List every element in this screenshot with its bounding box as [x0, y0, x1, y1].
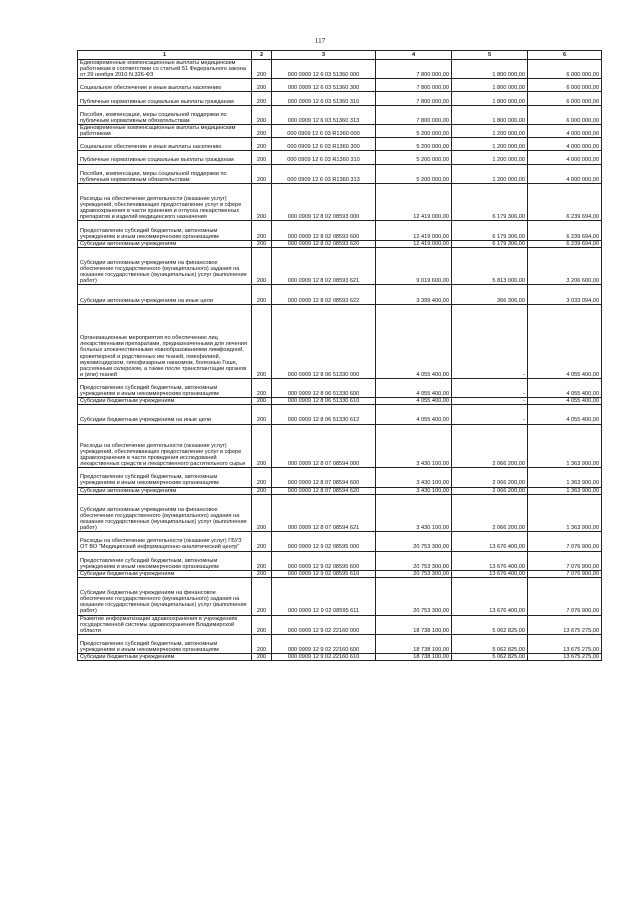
row-code-cell: 200	[252, 654, 272, 661]
table-row	[78, 615, 602, 634]
row-kbk-cell: 000 0909 12 9 02 08595 610	[272, 570, 376, 577]
row-name-cell: Субсидии автономным учреждениям	[78, 487, 252, 494]
row-kbk-cell: 000 0909 12 8 07 08594 000	[272, 424, 376, 468]
row-value4-cell: 4 055 400,00	[376, 378, 452, 397]
row-value4-cell: 12 419 000,00	[376, 221, 452, 240]
row-value5-cell: 6 179 306,00	[452, 183, 528, 221]
row-value4-cell: 7 800 000,00	[376, 105, 452, 124]
row-name-cell: Расходы на обеспечение деятельности (оказание услуг) учреждений, обеспечивающих предоставление услуг в сфере здравоохранения в части хранения и отпуска лекарственных препаратов и изделий медицинского назначения	[78, 183, 252, 221]
row-value5-cell: 2 066 200,00	[452, 424, 528, 468]
row-code-cell: 200	[252, 285, 272, 304]
row-code-cell: 200	[252, 532, 272, 551]
row-kbk-cell: 000 0909 12 6 03 R1360 000	[272, 124, 376, 137]
row-kbk-cell: 000 0909 12 8 06 51330 610	[272, 398, 376, 405]
row-value6-cell: 7 076 900,00	[528, 577, 602, 615]
row-code-cell: 200	[252, 60, 272, 79]
row-name-cell: Пособия, компенсации, меры социальной поддержки по публичным нормативным обязательствам	[78, 164, 252, 183]
row-name-cell: Субсидии бюджетным учреждениям на финансовое обеспечение государственного (муниципального) задания на оказание государственных (муниципальных) услуг (выполнение работ)	[78, 577, 252, 615]
table-row	[78, 532, 602, 551]
row-value5-cell: 2 066 200,00	[452, 468, 528, 487]
row-value6-cell: 6 239 694,00	[528, 183, 602, 221]
table-row	[78, 247, 602, 285]
row-value4-cell: 3 430 100,00	[376, 424, 452, 468]
row-value6-cell: 7 076 900,00	[528, 551, 602, 570]
row-value5-cell: 366 306,00	[452, 285, 528, 304]
row-code-cell: 200	[252, 398, 272, 405]
row-name-cell: Социальное обеспечение и иные выплаты населению	[78, 138, 252, 151]
col-header: 2	[252, 51, 272, 60]
row-value4-cell: 3 430 100,00	[376, 487, 452, 494]
row-value4-cell: 20 753 300,00	[376, 551, 452, 570]
table-row	[78, 654, 602, 661]
row-value5-cell: 6 179 306,00	[452, 240, 528, 247]
row-code-cell: 200	[252, 615, 272, 634]
row-code-cell: 200	[252, 634, 272, 653]
row-value6-cell: 4 055 400,00	[528, 304, 602, 378]
row-value5-cell: -	[452, 398, 528, 405]
row-code-cell: 200	[252, 240, 272, 247]
row-code-cell: 200	[252, 247, 272, 285]
row-kbk-cell: 000 0909 12 9 02 22160 000	[272, 615, 376, 634]
row-value4-cell: 12 419 000,00	[376, 240, 452, 247]
row-value6-cell: 13 675 275,00	[528, 654, 602, 661]
row-name-cell: Субсидии бюджетным учреждениям	[78, 398, 252, 405]
row-name-cell: Субсидии бюджетным учреждениям	[78, 570, 252, 577]
row-kbk-cell: 000 0909 12 6 03 R1360 310	[272, 151, 376, 164]
table-body	[78, 60, 602, 661]
row-value6-cell: 4 000 000,00	[528, 164, 602, 183]
table-row	[78, 468, 602, 487]
row-value5-cell: 1 200 000,00	[452, 124, 528, 137]
row-name-cell: Социальное обеспечение и иные выплаты населению	[78, 79, 252, 92]
row-value6-cell: 4 000 000,00	[528, 151, 602, 164]
row-kbk-cell: 000 0909 12 9 02 08595 600	[272, 551, 376, 570]
row-kbk-cell: 000 0909 12 8 02 08593 000	[272, 183, 376, 221]
row-kbk-cell: 000 0909 12 8 06 51330 000	[272, 304, 376, 378]
row-code-cell: 200	[252, 138, 272, 151]
row-name-cell: Предоставление субсидий бюджетным, автономным учреждениям и иным некоммерческим организациям	[78, 634, 252, 653]
row-value6-cell: 6 000 000,00	[528, 92, 602, 105]
row-name-cell: Единовременные компенсационные выплаты медицинским работникам	[78, 124, 252, 137]
row-name-cell: Субсидии автономным учреждениям	[78, 240, 252, 247]
table-row	[78, 79, 602, 92]
row-kbk-cell: 000 0909 12 8 07 08594 621	[272, 494, 376, 532]
row-value5-cell: 5 062 825,00	[452, 615, 528, 634]
row-code-cell: 200	[252, 487, 272, 494]
row-kbk-cell: 000 0909 12 6 03 51360 310	[272, 92, 376, 105]
row-value5-cell: 2 066 200,00	[452, 487, 528, 494]
row-name-cell: Субсидии бюджетным учреждениям	[78, 654, 252, 661]
row-value4-cell: 20 753 300,00	[376, 532, 452, 551]
row-value4-cell: 4 055 400,00	[376, 304, 452, 378]
row-value6-cell: 1 363 900,00	[528, 424, 602, 468]
row-code-cell: 200	[252, 105, 272, 124]
row-value4-cell: 18 738 100,00	[376, 634, 452, 653]
row-code-cell: 200	[252, 424, 272, 468]
row-value6-cell: 6 000 000,00	[528, 105, 602, 124]
col-header: 1	[78, 51, 252, 60]
row-value6-cell: 7 076 900,00	[528, 570, 602, 577]
header-row	[78, 51, 602, 60]
row-code-cell: 200	[252, 151, 272, 164]
row-code-cell: 200	[252, 183, 272, 221]
row-value6-cell: 4 055 400,00	[528, 378, 602, 397]
row-kbk-cell: 000 0909 12 8 06 51330 600	[272, 378, 376, 397]
row-name-cell: Организационные мероприятия по обеспечению лиц лекарственными препаратами, предназначенными для лечения больных злокачественными новообразованиями лимфоидной, кроветворной и родственных им тканей, гемофилией, муковисцидозом, гипофизарным нанизмом, болезнью Гоше, рассеянным склерозом, а также после трансплантации органов и (или) тканей	[78, 304, 252, 378]
row-value6-cell: 6 000 000,00	[528, 60, 602, 79]
row-value4-cell: 5 200 000,00	[376, 151, 452, 164]
row-kbk-cell: 000 0909 12 9 02 22160 600	[272, 634, 376, 653]
row-code-cell: 200	[252, 551, 272, 570]
col-header: 5	[452, 51, 528, 60]
row-name-cell: Субсидии автономным учреждениям на финансовое обеспечение государственного (муниципального) задания на оказание государственных (муниципальных) услуг (выполнение работ)	[78, 247, 252, 285]
row-value5-cell: 1 800 000,00	[452, 105, 528, 124]
row-value5-cell: 1 200 000,00	[452, 151, 528, 164]
row-value4-cell: 7 800 000,00	[376, 79, 452, 92]
row-value6-cell: 13 675 275,00	[528, 615, 602, 634]
row-value5-cell: 2 066 200,00	[452, 494, 528, 532]
row-value4-cell: 7 800 000,00	[376, 92, 452, 105]
row-code-cell: 200	[252, 92, 272, 105]
row-value5-cell: 5 062 825,00	[452, 654, 528, 661]
row-value5-cell: 5 813 000,00	[452, 247, 528, 285]
row-name-cell: Единовременные компенсационные выплаты медицинским работникам в соответствии со статьей 51 Федерального закона от 29 ноября 2010 N 326-ФЗ	[78, 60, 252, 79]
row-value6-cell: 6 239 694,00	[528, 221, 602, 240]
table-row	[78, 221, 602, 240]
row-value4-cell: 5 200 000,00	[376, 164, 452, 183]
row-kbk-cell: 000 0909 12 6 03 51360 000	[272, 60, 376, 79]
row-value4-cell: 3 399 400,00	[376, 285, 452, 304]
row-kbk-cell: 000 0909 12 6 03 51360 313	[272, 105, 376, 124]
row-value5-cell: 5 062 825,00	[452, 634, 528, 653]
row-kbk-cell: 000 0909 12 9 02 22160 610	[272, 654, 376, 661]
table-row	[78, 487, 602, 494]
table-row	[78, 164, 602, 183]
row-code-cell: 200	[252, 468, 272, 487]
row-kbk-cell: 000 0909 12 8 02 08593 622	[272, 285, 376, 304]
row-value6-cell: 13 675 275,00	[528, 634, 602, 653]
col-header: 4	[376, 51, 452, 60]
table-row	[78, 494, 602, 532]
row-value5-cell: -	[452, 405, 528, 424]
row-value6-cell: 3 033 094,00	[528, 285, 602, 304]
row-value5-cell: 13 676 400,00	[452, 577, 528, 615]
table-row	[78, 138, 602, 151]
row-value5-cell: 13 676 400,00	[452, 570, 528, 577]
row-code-cell: 200	[252, 577, 272, 615]
page-number: 117	[314, 37, 326, 45]
row-code-cell: 200	[252, 124, 272, 137]
table-row	[78, 105, 602, 124]
row-kbk-cell: 000 0909 12 9 02 08595 000	[272, 532, 376, 551]
row-kbk-cell: 000 0909 12 8 02 08593 621	[272, 247, 376, 285]
row-kbk-cell: 000 0909 12 9 02 08595 611	[272, 577, 376, 615]
row-value6-cell: 7 076 900,00	[528, 532, 602, 551]
table-row	[78, 124, 602, 137]
row-kbk-cell: 000 0909 12 6 03 51360 300	[272, 79, 376, 92]
row-code-cell: 200	[252, 304, 272, 378]
table-row	[78, 183, 602, 221]
row-name-cell: Пособия, компенсации, меры социальной поддержки по публичным нормативным обязательствам	[78, 105, 252, 124]
row-value5-cell: 1 200 000,00	[452, 164, 528, 183]
row-value5-cell: 13 676 400,00	[452, 551, 528, 570]
row-kbk-cell: 000 0909 12 6 03 R1360 300	[272, 138, 376, 151]
row-value4-cell: 3 430 100,00	[376, 468, 452, 487]
row-name-cell: Субсидии автономным учреждениям на финансовое обеспечение государственного (муниципального) задания на оказание государственных (муниципальных) услуг (выполнение работ)	[78, 494, 252, 532]
row-value6-cell: 1 363 900,00	[528, 487, 602, 494]
row-kbk-cell: 000 0909 12 8 02 08593 620	[272, 240, 376, 247]
row-name-cell: Предоставление субсидий бюджетным, автономным учреждениям и иным некоммерческим организациям	[78, 468, 252, 487]
row-value5-cell: 6 179 306,00	[452, 221, 528, 240]
row-name-cell: Публичные нормативные социальные выплаты гражданам	[78, 151, 252, 164]
table-row	[78, 398, 602, 405]
table-row	[78, 151, 602, 164]
row-name-cell: Расходы на обеспечение деятельности (оказание услуг) учреждений, обеспечивающих предоставление услуг в сфере здравоохранения в части проведения исследований лекарственных средств и лекарственного растительного сырья	[78, 424, 252, 468]
row-name-cell: Развитие информатизации здравоохранения в учреждениях государственной системы здравоохранения Владимирской области	[78, 615, 252, 634]
row-code-cell: 200	[252, 405, 272, 424]
row-kbk-cell: 000 0909 12 8 02 08593 600	[272, 221, 376, 240]
row-value4-cell: 20 753 300,00	[376, 570, 452, 577]
row-value5-cell: 1 800 000,00	[452, 60, 528, 79]
table-row	[78, 424, 602, 468]
row-code-cell: 200	[252, 570, 272, 577]
row-value4-cell: 5 200 000,00	[376, 124, 452, 137]
row-value6-cell: 6 239 694,00	[528, 240, 602, 247]
budget-table	[77, 50, 602, 661]
row-code-cell: 200	[252, 221, 272, 240]
row-code-cell: 200	[252, 79, 272, 92]
row-value5-cell: 1 200 000,00	[452, 138, 528, 151]
row-value4-cell: 4 055 400,00	[376, 398, 452, 405]
col-header: 3	[272, 51, 376, 60]
table-row	[78, 570, 602, 577]
row-value4-cell: 5 200 000,00	[376, 138, 452, 151]
table-row	[78, 92, 602, 105]
row-value6-cell: 3 206 600,00	[528, 247, 602, 285]
row-name-cell: Предоставление субсидий бюджетным, автономным учреждениям и иным некоммерческим организациям	[78, 551, 252, 570]
row-name-cell: Публичные нормативные социальные выплаты гражданам	[78, 92, 252, 105]
table-row	[78, 60, 602, 79]
row-value4-cell: 20 753 300,00	[376, 577, 452, 615]
table-row	[78, 577, 602, 615]
table-row	[78, 285, 602, 304]
row-value4-cell: 4 055 400,00	[376, 405, 452, 424]
col-header: 6	[528, 51, 602, 60]
row-value6-cell: 4 000 000,00	[528, 138, 602, 151]
row-value4-cell: 9 019 600,00	[376, 247, 452, 285]
row-name-cell: Предоставление субсидий бюджетным, автономным учреждениям и иным некоммерческим организациям	[78, 378, 252, 397]
row-name-cell: Предоставление субсидий бюджетным, автономным учреждениям и иным некоммерческим организациям	[78, 221, 252, 240]
row-value6-cell: 1 363 900,00	[528, 468, 602, 487]
row-kbk-cell: 000 0909 12 8 07 08594 620	[272, 487, 376, 494]
row-value4-cell: 18 738 100,00	[376, 615, 452, 634]
row-code-cell: 200	[252, 494, 272, 532]
row-value4-cell: 3 430 100,00	[376, 494, 452, 532]
table-row	[78, 240, 602, 247]
row-value4-cell: 12 419 000,00	[376, 183, 452, 221]
row-value4-cell: 18 738 100,00	[376, 654, 452, 661]
row-value5-cell: -	[452, 304, 528, 378]
table-row	[78, 551, 602, 570]
row-name-cell: Субсидии автономным учреждениям на иные цели	[78, 285, 252, 304]
row-value6-cell: 4 055 400,00	[528, 405, 602, 424]
row-value4-cell: 7 800 000,00	[376, 60, 452, 79]
row-kbk-cell: 000 0909 12 6 03 R1360 313	[272, 164, 376, 183]
row-value5-cell: 1 800 000,00	[452, 92, 528, 105]
table-row	[78, 405, 602, 424]
row-value6-cell: 6 000 000,00	[528, 79, 602, 92]
row-value5-cell: -	[452, 378, 528, 397]
row-name-cell: Субсидии бюджетным учреждениям на иные цели	[78, 405, 252, 424]
row-value5-cell: 1 800 000,00	[452, 79, 528, 92]
row-name-cell: Расходы на обеспечение деятельности (оказание услуг) ГБУЗ ОТ ВО "Медицинский информационно-аналитический центр"	[78, 532, 252, 551]
row-kbk-cell: 000 0909 12 8 06 51330 612	[272, 405, 376, 424]
row-code-cell: 200	[252, 164, 272, 183]
row-value5-cell: 13 676 400,00	[452, 532, 528, 551]
row-value6-cell: 1 363 900,00	[528, 494, 602, 532]
row-value6-cell: 4 055 400,00	[528, 398, 602, 405]
row-value6-cell: 4 000 000,00	[528, 124, 602, 137]
table-row	[78, 304, 602, 378]
table-row	[78, 378, 602, 397]
row-kbk-cell: 000 0909 12 8 07 08594 600	[272, 468, 376, 487]
row-code-cell: 200	[252, 378, 272, 397]
table-row	[78, 634, 602, 653]
